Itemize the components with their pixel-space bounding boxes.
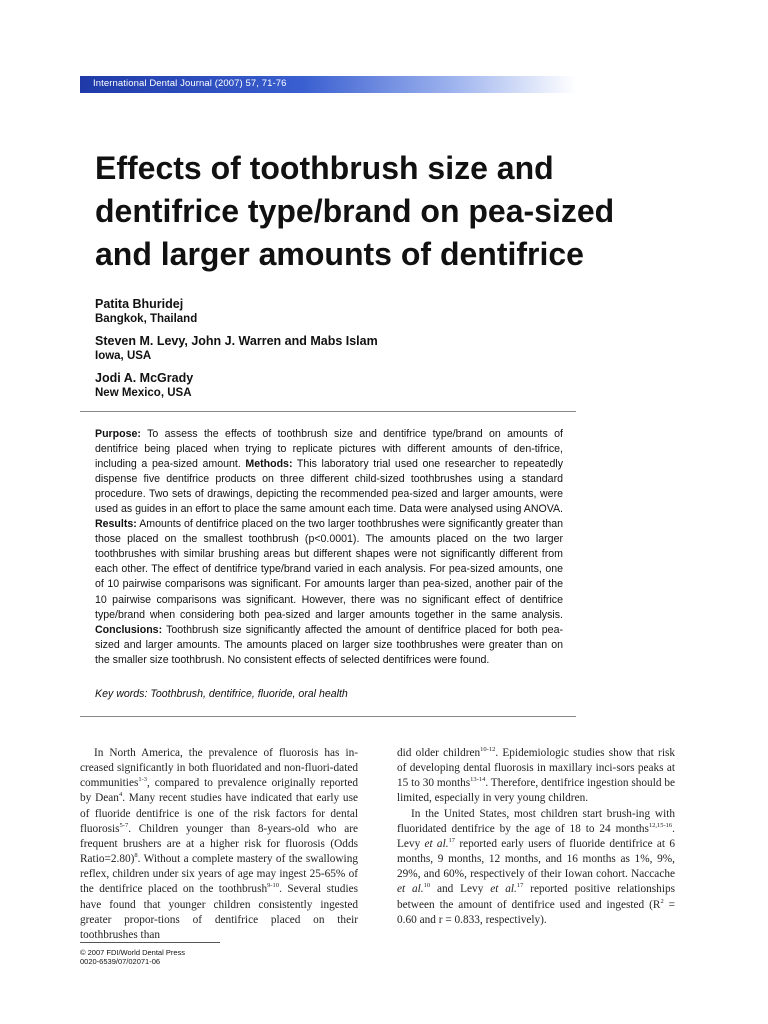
et-al: et al.: [424, 837, 449, 850]
citation-ref: 4: [118, 791, 123, 799]
body-text: . Levy: [397, 822, 675, 850]
results-text: Amounts of dentifrice placed on the two larger toothbrushes were significantly greater than those placed on the smallest toothbrush (p<0.0001). The amounts placed on the two larger toothbrushes with similar brushing areas but different shapes were not significantly different from each other. The effect of dentifrice type/brand varied in each analysis. For pea-sized amounts, one of 10 pairwise comparisons was significant. For amounts larger than pea-sized, another pair of the 10 pairwise comparisons was significant. However, there was no significant effect of dentifrice type/brand when considering both pea-sized and larger amounts together in the same analysis.: [95, 518, 563, 621]
article-title: [95, 147, 695, 276]
abstract: [95, 427, 563, 668]
author-location: New Mexico, USA: [95, 387, 192, 399]
et-al: et al.: [397, 883, 424, 896]
author-names: Patita Bhuridej: [95, 297, 184, 311]
author-names: Steven M. Levy, John J. Warren and Mabs Islam: [95, 334, 378, 348]
citation-ref: 8: [134, 852, 138, 860]
body-text: reported early users of fluoride dentifrice at 6 months, 9 months, 12 months, and 16 months as 1%, 9%, 29%, and 60%, respectively of their Iowan cohort. Naccache: [397, 837, 675, 881]
results-label: Results:: [95, 518, 137, 531]
journal-header-bar: [80, 76, 576, 93]
citation-ref: 17: [516, 882, 524, 890]
body-text: and Levy: [430, 883, 491, 896]
body-text: In the United States, most children start brush-ing with fluoridated dentifrice by the age of 18 to 24 months: [397, 807, 675, 835]
author-location: Bangkok, Thailand: [95, 313, 198, 325]
citation-ref: 10: [423, 882, 431, 890]
citation-ref: 13-14: [470, 776, 486, 784]
methods-text: This laboratory trial used one researcher to repeatedly dispense five dentifrice products on three different child-sized toothbrushes using a standard procedure. Two sets of drawings, depicting the recommended pea-sized and larger amounts, were used as guides in an effort to place the same amount each time. Data were analysed using ANOVA.: [95, 458, 563, 516]
keywords: Key words: Toothbrush, dentifrice, fluoride, oral health: [95, 688, 348, 700]
purpose-text: To assess the effects of toothbrush size and dentifrice type/brand on amounts of dentifrice being placed when trying to replicate pictures with different amounts of den-tifrice, including a pea-sized amount.: [95, 428, 563, 471]
copyright-notice: © 2007 FDI/World Dental Press: [80, 948, 186, 957]
body-text: = 0.60 and r = 0.833, respectively).: [397, 898, 675, 926]
conclusions-label: Conclusions:: [95, 623, 163, 636]
issn-code: 0020-6539/07/02071-06: [80, 957, 161, 966]
superscript: 2: [660, 897, 664, 905]
et-al: et al.: [490, 883, 517, 896]
body-paragraph: [397, 807, 675, 928]
author-group: [95, 333, 615, 364]
citation-ref: 17: [448, 837, 456, 845]
footer-divider: [80, 942, 220, 943]
title-line: Effects of toothbrush size and: [95, 150, 554, 186]
body-text: . Without a complete mastery of the swallowing reflex, children under six years of age may ingest 25-65% of the dentifrice placed on the toothbrush: [80, 853, 358, 896]
author-list: [95, 296, 615, 407]
citation-ref: 9-10: [267, 882, 280, 890]
title-line: dentifrice type/brand on pea-sized: [95, 193, 615, 229]
footer: [80, 948, 380, 966]
body-text: . Several studies have found that younger children consistently ingested greater propor-tions of dentifrice placed on their toothbrushes than: [80, 883, 358, 941]
body-text: , compared to prevalence originally reported by Dean: [80, 777, 358, 805]
body-text: did older children: [397, 747, 481, 759]
body-text: . Epidemiologic studies show that risk of developing dental fluorosis in maxillary inci-sors peaks at 15 to 30 months: [397, 747, 676, 790]
conclusions-text: Toothbrush size significantly affected the amount of dentifrice placed for both pea-sized and larger amounts. The amounts placed on larger size toothbrushes were greater than on the smaller size toothbrush. No consistent effects of selected dentifrices were found.: [95, 623, 563, 666]
body-column-right: [397, 746, 675, 928]
author-group: [95, 370, 615, 401]
body-text: reported positive relationships between the amount of dentifrice used and ingested (R: [397, 883, 676, 911]
author-group: [95, 296, 615, 327]
author-names: Jodi A. McGrady: [95, 371, 194, 385]
citation-ref: 5-7: [119, 822, 129, 830]
body-column-left: [80, 746, 358, 943]
title-line: and larger amounts of dentifrice: [95, 236, 584, 272]
body-text: . Therefore, dentifrice ingestion should be limited, especially in very young children.: [397, 777, 675, 805]
abstract-bottom-divider: [80, 716, 576, 717]
citation-ref: 1-3: [138, 776, 148, 784]
body-text: . Children younger than 8-years-old who are frequent brushers are at a higher risk for fluorosis (Odds Ratio=2.80): [80, 822, 358, 866]
abstract-top-divider: [80, 411, 576, 412]
purpose-label: Purpose:: [95, 428, 141, 440]
journal-citation: International Dental Journal (2007) 57, 71-76: [93, 78, 287, 89]
body-paragraph: [80, 746, 358, 943]
citation-ref: 12,15-16: [648, 822, 673, 830]
citation-ref: 10-12: [480, 746, 496, 754]
body-text: . Many recent studies have indicated that early use of fluoride dentifrice is one of the risk factors for dental fluorosis: [80, 792, 358, 835]
body-paragraph: [397, 746, 675, 807]
body-text: In North America, the prevalence of fluorosis has in-creased significantly in both fluoridated and non-fluori-dated communities: [80, 747, 358, 790]
author-location: Iowa, USA: [95, 350, 152, 362]
methods-label: Methods:: [245, 458, 293, 471]
